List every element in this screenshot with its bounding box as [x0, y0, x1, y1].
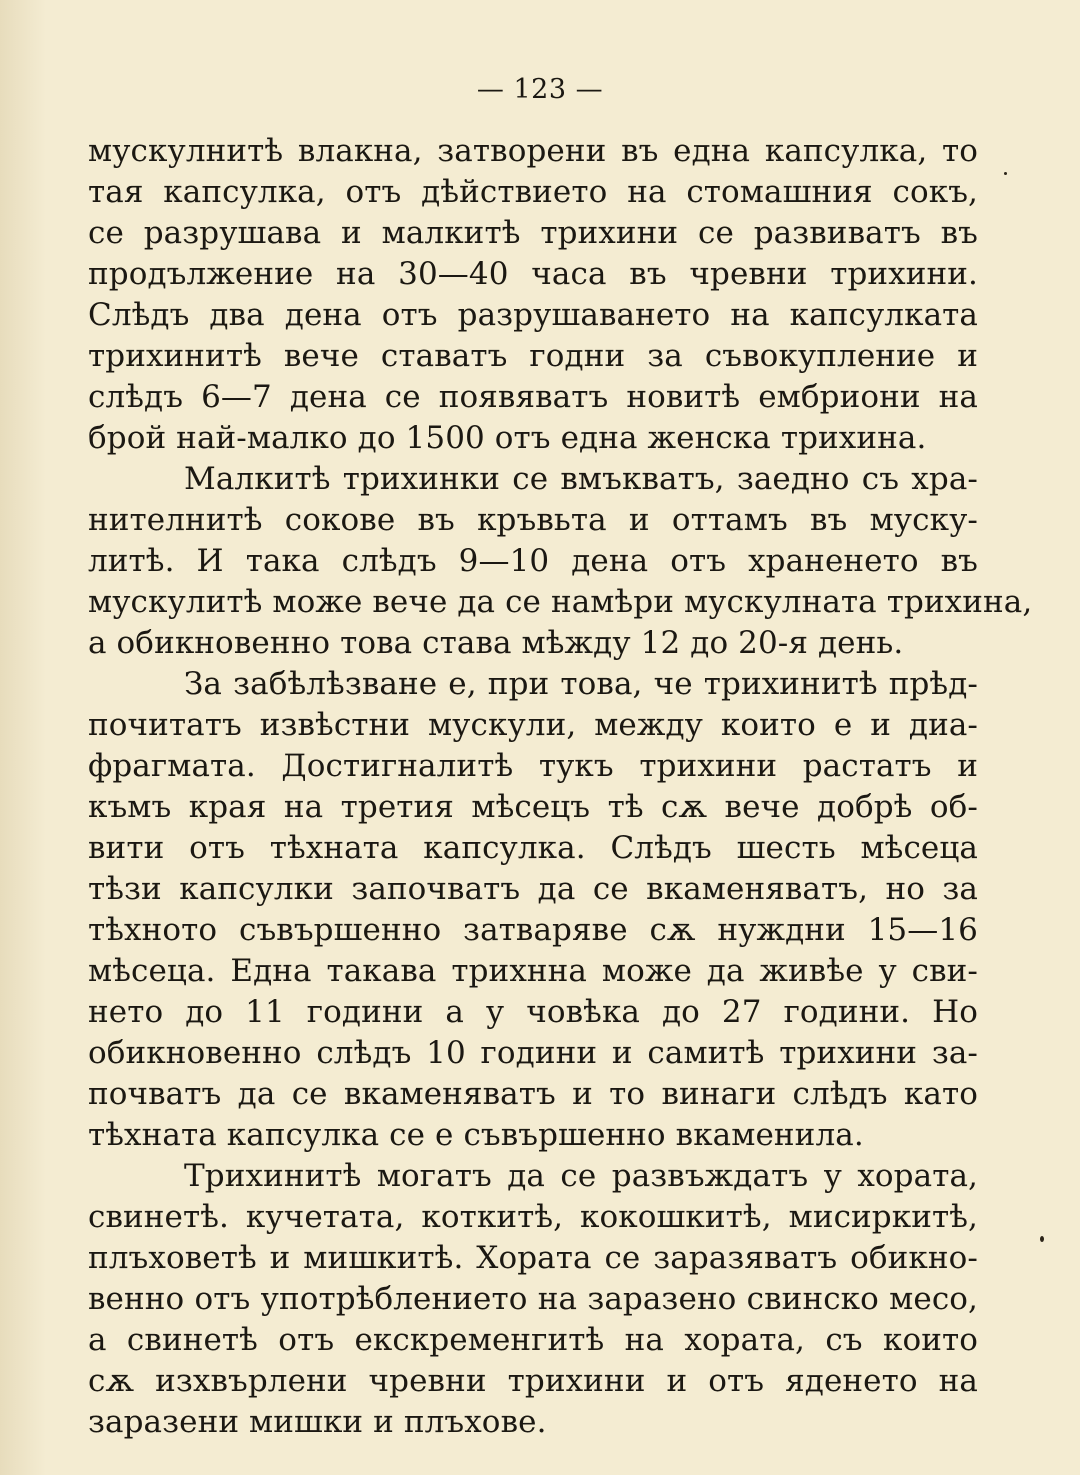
paragraph-2	[88, 459, 1033, 664]
text-line: мускулнитѣ влакна, затворени въ една капсулка, то	[88, 133, 978, 169]
paper-speck	[1040, 1236, 1044, 1242]
text-line: а свинетѣ отъ екскременгитѣ на хората, съ които	[88, 1322, 978, 1358]
text-line: тѣзи капсулки започватъ да се вкаменяватъ, но за	[88, 871, 978, 907]
text-line: се разрушава и малкитѣ трихини се развиватъ въ	[88, 215, 978, 251]
text-line: мѣсеца. Една такава трихнна може да живѣе у сви-	[88, 953, 978, 989]
text-line: почитатъ извѣстни мускули, между които е и диа-	[88, 707, 978, 743]
text-line: нето до 11 години а у човѣка до 27 години. Но	[88, 994, 978, 1030]
text-line: нителнитѣ сокове въ кръвьта и оттамъ въ муску-	[88, 502, 978, 538]
text-line: обикновенно слѣдъ 10 години и самитѣ трихини за-	[88, 1035, 978, 1071]
text-line: заразени мишки и плъхове.	[88, 1404, 547, 1440]
text-line: За забѣлѣзване е, при това, че трихинитѣ прѣд-	[184, 666, 978, 702]
text-line: слѣдъ 6—7 дена се появяватъ новитѣ ембриони на	[88, 379, 978, 415]
text-line: тѣхната капсулка се е съвършенно вкаменила.	[88, 1117, 864, 1153]
page-number: — 123 —	[476, 74, 604, 105]
text-line: Малкитѣ трихинки се вмъкватъ, заедно съ хра-	[184, 461, 978, 497]
text-line: литѣ. И така слѣдъ 9—10 дена отъ храненето въ	[88, 543, 978, 579]
body-text	[88, 131, 1033, 1443]
paper-speck	[1004, 172, 1007, 175]
text-line: а обикновенно това става мѣжду 12 до 20-я день.	[88, 625, 904, 661]
paragraph-4	[88, 1156, 978, 1443]
text-line: продължение на 30—40 часа въ чревни трихини.	[88, 256, 978, 292]
text-line: вити отъ тѣхната капсулка. Слѣдъ шесть мѣсеца	[88, 830, 978, 866]
text-line: венно отъ употрѣблението на заразено свинско месо,	[88, 1281, 978, 1317]
text-line: брой най-малко до 1500 отъ една женска трихина.	[88, 420, 927, 456]
text-line: къмъ края на третия мѣсецъ тѣ сѫ вече добрѣ об-	[88, 789, 978, 825]
paragraph-1	[88, 131, 978, 459]
text-line: тѣхното съвършенно затваряве сѫ нуждни 15—16	[88, 912, 978, 948]
paragraph-3	[88, 664, 978, 1156]
text-line: Слѣдъ два дена отъ разрушаването на капсулката	[88, 297, 978, 333]
text-line: Трихинитѣ могатъ да се развъждатъ у хората,	[184, 1158, 978, 1194]
text-line: фрагмата. Достигналитѣ тукъ трихини растатъ и	[88, 748, 978, 784]
text-line: трихинитѣ вече ставатъ годни за съвокупление и	[88, 338, 978, 374]
text-line: тая капсулка, отъ дѣйствието на стомашния сокъ,	[88, 174, 978, 210]
text-line: плъховетѣ и мишкитѣ. Хората се заразяватъ обикно-	[88, 1240, 978, 1276]
text-line: свинетѣ. кучетата, коткитѣ, кокошкитѣ, мисиркитѣ,	[88, 1199, 978, 1235]
text-line: мускулитѣ може вече да се намѣри мускулната трихина,	[88, 584, 1033, 620]
text-line: почватъ да се вкаменяватъ и то винаги слѣдъ като	[88, 1076, 978, 1112]
text-line: сѫ изхвърлени чревни трихини и отъ яденето на	[88, 1363, 978, 1399]
